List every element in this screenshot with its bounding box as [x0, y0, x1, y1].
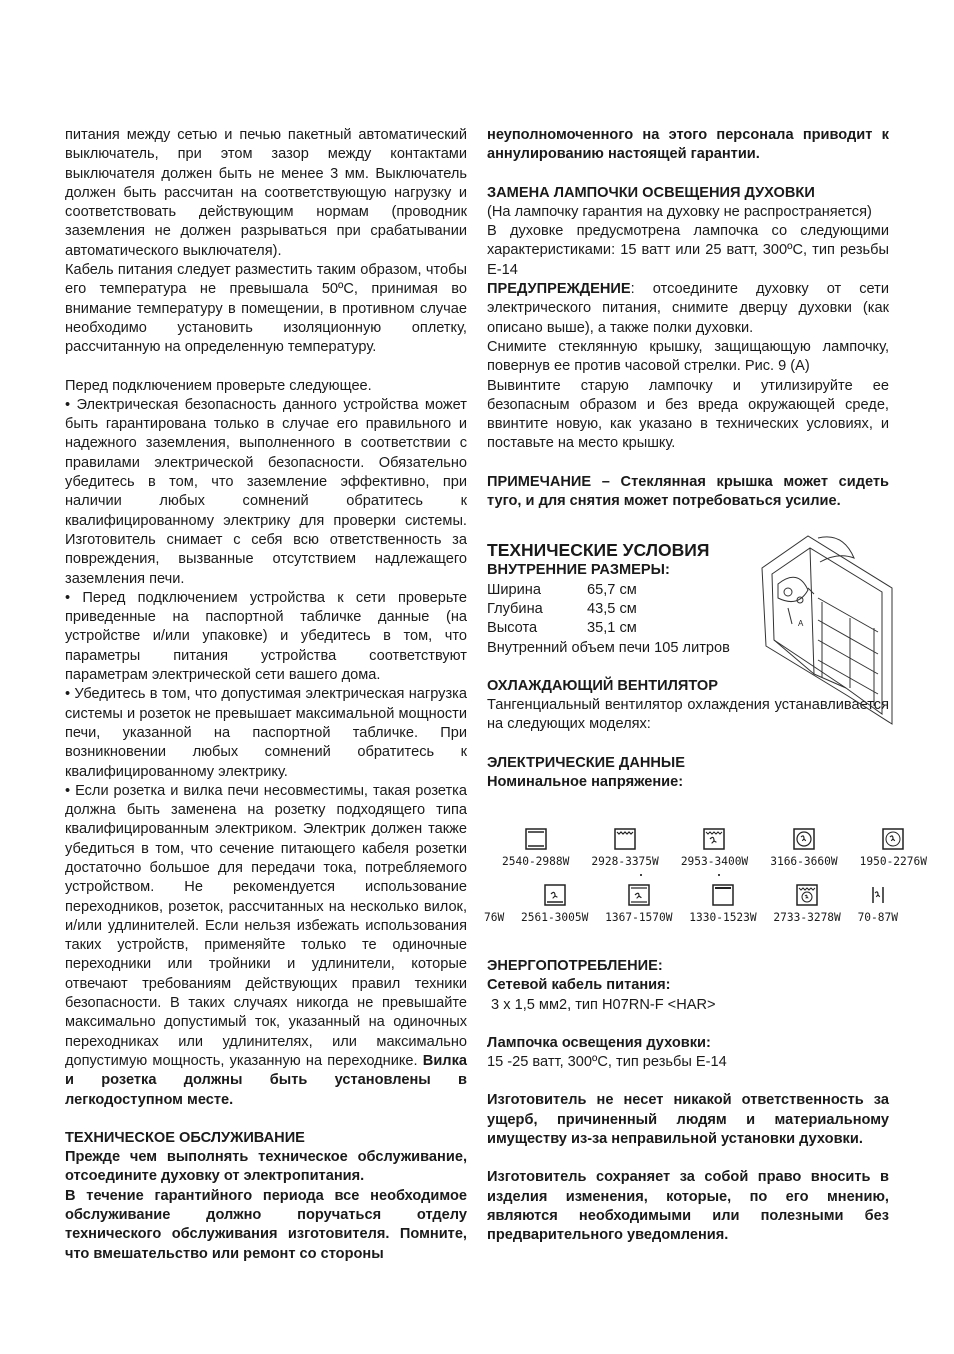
section-title-electrical: ЭЛЕКТРИЧЕСКИЕ ДАННЫЕ — [487, 754, 685, 771]
mode-item: 3166-3660W — [770, 828, 837, 868]
paragraph: питания между сетью и печью пакетный автоматический выключатель, при этом зазор между контактами выключателя должен быть не менее 3 мм. Выключатель должен быть рассчитан на соответствующую нагрузку и соответствовать действующим нормам (проводник заземления не должен разрываться при срабатывании автоматического выключателя). — [65, 127, 467, 259]
paragraph: В течение гарантийного периода все необходимое обслуживание должно поручаться отделу технического обслуживания изготовителя. Помните, что вмешательство или ремонт со стороны — [65, 1187, 467, 1262]
divider-dot — [640, 874, 642, 876]
mode-item: 1367-1570W — [605, 884, 672, 924]
section-title-energy: ЭНЕРГОПОТРЕБЛЕНИЕ: — [487, 958, 663, 974]
paragraph: Кабель питания следует разместить таким образом, чтобы его температура не превышала 50ºC, принимая во внимание температуру в помещении, в противном случае необходимо установить изоляционную оплетку, рассчитанную на определенную температуру. — [65, 262, 467, 356]
paragraph: неуполномоченного на этого персонала приводит к аннулированию настоящей гарантии. — [487, 127, 889, 163]
cable-label: Сетевой кабель питания: — [487, 977, 671, 994]
mode-item: 2953-3400W — [681, 828, 748, 868]
spec-volume: Внутренний объем печи 105 литров — [487, 639, 730, 656]
mode-item: 1950-2276W — [860, 828, 927, 868]
paragraph: Прежде чем выполнять техническое обслуживание, отсоедините духовку от электропитания. — [65, 1149, 467, 1185]
oven-fan-grill-ring-icon — [796, 884, 818, 906]
oven-fan-top-bottom-icon — [628, 884, 650, 906]
paragraph: Перед подключением проверьте следующее. — [65, 377, 372, 394]
energy-section — [487, 957, 889, 1246]
paragraph: (На лампочку гарантия на духовку не распространяется) — [487, 203, 872, 220]
figure-label: A — [798, 619, 804, 628]
bullet-earthing: • Электрическая безопасность данного устройства может быть гарантирована только в случае его правильного и надежного заземления, выполненного в соответствии с правилами электрической безопасности. Обязательно убедитесь в том, что заземление эффективно, при наличии любых сомнений обратитесь к квалифицированному электрику для проверки системы. Изготовитель снимает с себя всю ответственность за повреждения, вызванные отсутствием надлежащего заземления печи. — [65, 396, 467, 587]
oven-fan-ring-icon — [793, 828, 815, 850]
mode-item: 2561-3005W — [521, 884, 588, 924]
bullet-rating-plate: • Перед подключением устройства к сети проверьте приведенные на паспортной табличке данные (на устройстве и/или упаковке) и убедитесь в том, что параметры питания устройства соответствуют параметрам электрической сети вашего дома. — [65, 589, 467, 684]
oven-defrost-fan-icon — [867, 884, 889, 906]
oven-fan-grill-icon — [703, 828, 725, 850]
mode-item: 2928-3375W — [591, 828, 658, 868]
paragraph: Тангенциальный вентилятор охлаждения устанавливается на следующих моделях: — [487, 697, 889, 733]
modes-row-1 — [502, 828, 927, 868]
mode-item: 2733-3278W — [773, 884, 840, 924]
lamp-value: 15 -25 ватт, 300ºC, тип резьбы E-14 — [487, 1054, 727, 1071]
oven-lamp-illustration — [758, 528, 896, 728]
section-title-tech: ТЕХНИЧЕСКИЕ УСЛОВИЯ — [487, 540, 710, 561]
subtitle-inner-dims: ВНУТРЕННИЕ РАЗМЕРЫ: — [487, 562, 670, 579]
bullet-load: • Убедитесь в том, что допустимая электрическая нагрузка системы и розеток не превышает максимальной мощности печи, указанной на паспортной табличке. При возникновении любых сомнений обратитесь к квалифицированному электрику. — [65, 686, 467, 780]
section-title-lamp: ЗАМЕНА ЛАМПОЧКИ ОСВЕЩЕНИЯ ДУХОВКИ — [487, 184, 815, 201]
mode-item: 2540-2988W — [502, 828, 569, 868]
mode-item: 1330-1523W — [689, 884, 756, 924]
spec-width: Ширина 65,7 см — [487, 581, 637, 598]
spec-height: Высота 35,1 см — [487, 620, 637, 637]
disclaimer: Изготовитель не несет никакой ответственность за ущерб, причиненный людям и материальному имуществу из-за неправильной установки духовки. — [487, 1092, 889, 1148]
voltage-label: Номинальное напряжение: — [487, 774, 684, 791]
lamp-label: Лампочка освещения духовки: — [487, 1034, 711, 1051]
mode-item: 70-87W — [858, 884, 898, 924]
oven-top-heat-icon — [712, 884, 734, 906]
oven-grill-icon — [614, 828, 636, 850]
bullet-socket: • Если розетка и вилка печи несовместимы, такая розетка должна быть заменена на розетку подходящего типа квалифицированным электриком. Электрик должен также убедиться в том, что сечение питающего кабеля розетки достаточно большое для передачи тока, потребляемого устройством. Не рекомендуется использование переходников, розеток, рассчитанных на несколько вилок, и/или удлинителей. Если нельзя избежать использования таких устройств, применяйте только те одиночные переходники или тройники и удлинители, которые отвечают требованиям действующих правил техники безопасности. В таких случаях никогда не превышайте максимально допустимый ток, указанный на одиночных переходниках или удлинителях, или максимально допустимую мощность, указанную на переходнике. Вилка и розетка должны быть установлены в легкодоступном месте. — [65, 782, 467, 1108]
note: ПРИМЕЧАНИЕ – Стеклянная крышка может сидеть туго, и для снятия может потребоваться усилие. — [487, 473, 889, 510]
left-column — [65, 126, 467, 1264]
disclaimer: Изготовитель сохраняет за собой право вносить в изделия изменения, которые, по его мнению, являются необходимыми или полезными без предварительного уведомления. — [487, 1169, 889, 1244]
divider-dot — [718, 874, 720, 876]
paragraph: В духовке предусмотрена лампочка со следующими характеристиками: 15 ватт или 25 ватт, 300ºC, тип резьбы E-14 — [487, 223, 889, 278]
oven-fan-bottom-icon — [544, 884, 566, 906]
spec-depth: Глубина 43,5 см — [487, 600, 637, 617]
bold-notice: Вилка и розетка должны быть установлены в легкодоступном месте. — [65, 1052, 467, 1108]
section-title-maintenance: ТЕХНИЧЕСКОЕ ОБСЛУЖИВАНИЕ — [65, 1129, 305, 1146]
paragraph: Вывинтите старую лампочку и утилизируйте ее безопасным образом и без вреда окружающей среде, ввинтите новую, как указано в технических условиях, и поставьте на место крышку. — [487, 377, 889, 452]
mode-item: 76W — [484, 911, 505, 924]
warning: ПРЕДУПРЕЖДЕНИЕ: отсоедините духовку от сети электрического питания, снимите дверцу духовки (как описано выше), а также полки духовки. — [487, 281, 889, 336]
oven-top-bottom-icon — [525, 828, 547, 850]
cable-value: 3 x 1,5 мм2, тип H07RN-F <HAR> — [487, 996, 716, 1013]
section-title-fan: ОХЛАЖДАЮЩИЙ ВЕНТИЛЯТОР — [487, 677, 718, 694]
modes-row-2 — [484, 884, 898, 924]
oven-fan-icon — [882, 828, 904, 850]
paragraph: Снимите стеклянную крышку, защищающую лампочку, повернув ее против часовой стрелки. Рис. 9 (A) — [487, 338, 889, 375]
